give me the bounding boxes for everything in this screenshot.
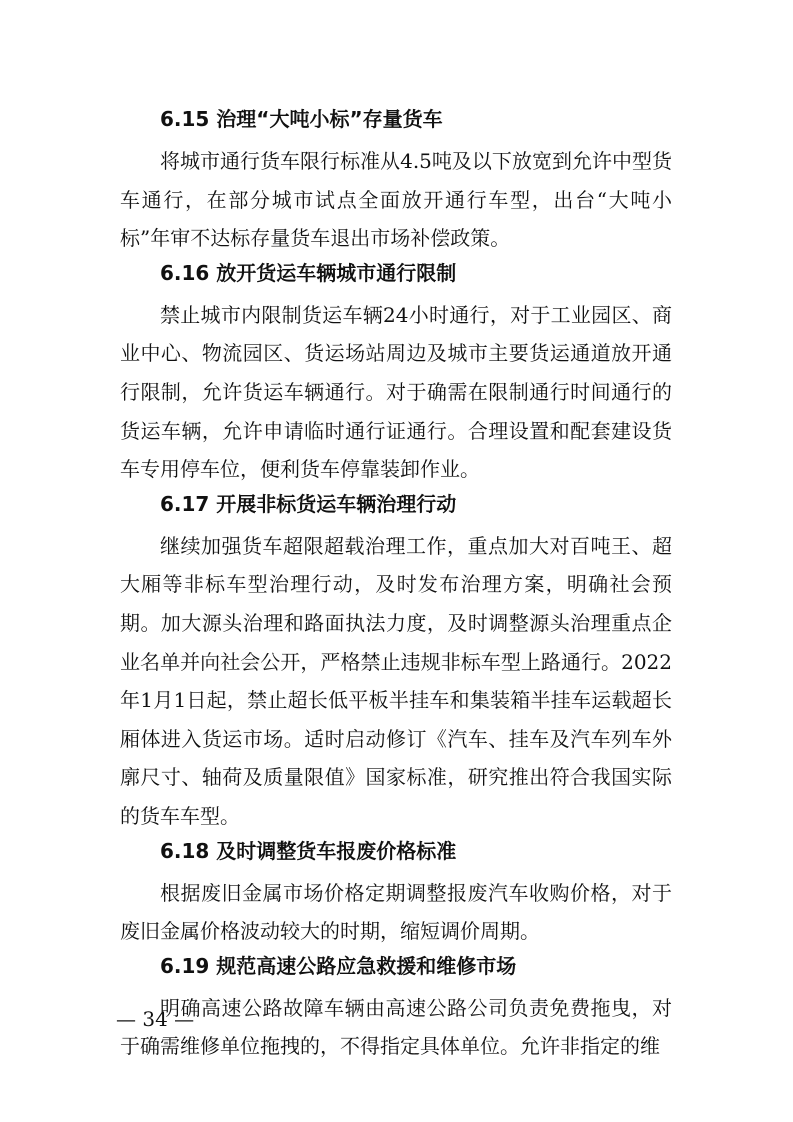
section-heading: 6.15 治理“大吨小标”存量货车 <box>160 107 443 131</box>
section-heading: 6.18 及时调整货车报废价格标准 <box>160 838 457 863</box>
section-body: 将城市通行货车限行标准从4.5吨及以下放宽到允许中型货车通行，在部分城市试点全面放开通行车型，出台“大吨小标”年审不达标存量货车退出市场补偿政策。 <box>120 149 672 251</box>
section-heading: 6.19 规范高速公路应急救援和维修市场 <box>160 953 517 978</box>
section-6-19 <box>120 951 672 1066</box>
section-heading: 6.16 放开货运车辆城市通行限制 <box>160 260 457 285</box>
document-page <box>120 104 672 1066</box>
section-6-15 <box>120 104 672 258</box>
section-heading: 6.17 开展非标货运车辆治理行动 <box>160 491 457 516</box>
section-body: 明确高速公路故障车辆由高速公路公司负责免费拖曳，对于确需维修单位拖拽的，不得指定具体单位。允许非指定的维 <box>120 995 672 1059</box>
section-6-16 <box>120 258 672 489</box>
page-number: — 34 — <box>116 1007 195 1031</box>
section-6-18 <box>120 836 672 951</box>
section-6-17 <box>120 489 672 836</box>
section-body: 禁止城市内限制货运车辆24小时通行，对于工业园区、商业中心、物流园区、货运场站周边及城市主要货运通道放开通行限制，允许货运车辆通行。对于确需在限制通行时间通行的货运车辆，允许申请临时通行证通行。合理设置和配套建设货车专用停车位，便利货车停靠装卸作业。 <box>120 302 672 482</box>
section-body: 根据废旧金属市场价格定期调整报废汽车收购价格，对于废旧金属价格波动较大的时期，缩短调价周期。 <box>120 880 672 944</box>
section-body: 继续加强货车超限超载治理工作，重点加大对百吨王、超大厢等非标车型治理行动，及时发布治理方案，明确社会预期。加大源头治理和路面执法力度，及时调整源头治理重点企业名单并向社会公开，严格禁止违规非标车型上路通行。2022年1月1日起，禁止超长低平板半挂车和集装箱半挂车运载超长厢体进入货运市场。适时启动修订《汽车、挂车及汽车列车外廓尺寸、轴荷及质量限值》国家标准，研究推出符合我国实际的货车车型。 <box>120 533 672 828</box>
